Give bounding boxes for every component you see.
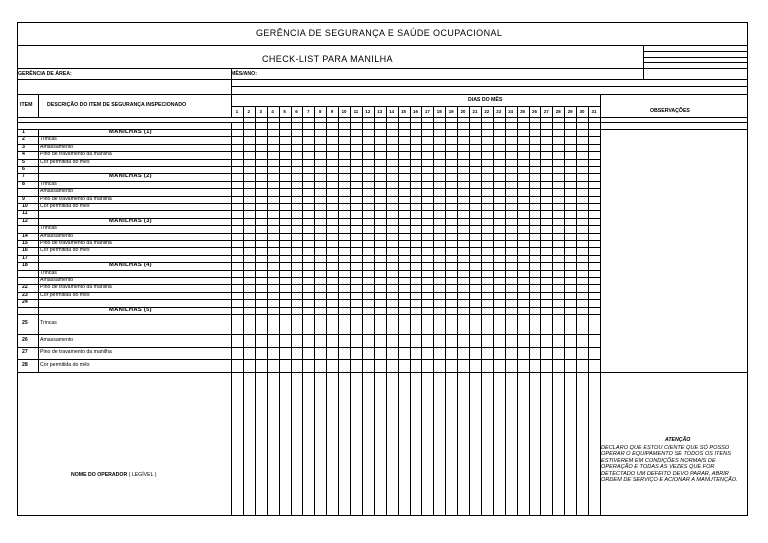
row-item-number: 10: [22, 202, 28, 209]
grid-line: [17, 372, 600, 373]
row-description: Pino de travamento da manilha: [40, 239, 112, 246]
day-number: 13: [377, 109, 383, 114]
grid-line: [445, 106, 446, 516]
row-item-number: 15: [22, 239, 28, 246]
operator-hint: ( LEGÍVEL ): [128, 472, 157, 478]
grid-line: [643, 62, 748, 63]
grid-line: [433, 106, 434, 516]
grid-line: [17, 122, 748, 123]
grid-line: [600, 372, 748, 373]
attention-text: DECLARO QUE ESTOU CIENTE QUE SÓ POSSO OPERAR O EQUIPAMENTO SE TODOS OS ITENS ESTIVEREM EM CONDIÇÕES NORMAIS DE OPERAÇÃO E TODAS AS VEZES QUE FOR DETECTADO UM DEFEITO DEVO PARAR, ABRIR ORDEM DE SERVIÇO E ACIONAR A MANUTENÇÃO.: [601, 445, 738, 484]
row-item-number: 3: [22, 143, 25, 150]
day-number: 26: [532, 109, 537, 114]
day-number: 27: [543, 109, 549, 114]
grid-line: [17, 117, 748, 118]
row-item-number: 9: [22, 195, 25, 202]
day-number: 23: [496, 109, 502, 114]
day-number: 31: [591, 109, 597, 114]
observations-column-header: OBSERVAÇÕES: [650, 108, 690, 114]
row-item-number: 23: [22, 291, 28, 298]
grid-line: [350, 106, 351, 516]
row-item-number: 28: [22, 361, 28, 368]
grid-line: [576, 106, 577, 516]
row-item-number: 2: [22, 136, 25, 143]
row-description: Trincas: [40, 269, 57, 276]
grid-line: [600, 122, 601, 516]
grid-line: [17, 255, 600, 256]
grid-line: [17, 270, 600, 271]
grid-line: [17, 292, 600, 293]
description-column-header: DESCRIÇÃO DO ITEM DE SEGURANÇA INSPECIONADO: [47, 102, 187, 108]
grid-line: [255, 106, 256, 516]
operator-label: NOME DO OPERADOR ( LEGÍVEL ): [71, 472, 157, 478]
row-description: Pino de travamento da manilha: [40, 151, 112, 158]
row-description: Pino de travamento da manilha: [40, 195, 112, 202]
row-description: Amassamento: [40, 143, 74, 150]
day-number: 17: [424, 109, 430, 114]
grid-line: [17, 347, 600, 348]
grid-line: [17, 210, 600, 211]
row-description: Trincas: [40, 225, 57, 232]
row-item-number: 24: [22, 299, 28, 306]
grid-line: [362, 106, 363, 516]
row-description: Pino de travamento da manilha: [40, 284, 112, 291]
section-heading: MANILHAS (2): [109, 173, 152, 180]
grid-line: [302, 106, 303, 516]
grid-line: [17, 159, 600, 160]
row-description: Amassamento: [40, 188, 74, 195]
grid-line: [231, 86, 748, 87]
row-item-number: 26: [22, 336, 28, 343]
row-item-number: 22: [22, 284, 28, 291]
grid-line: [17, 68, 748, 69]
grid-line: [564, 106, 565, 516]
day-number: 1: [235, 109, 239, 114]
grid-line: [398, 106, 399, 516]
days-column-header: DIAS DO MÊS: [468, 97, 503, 103]
row-description: Cor permitida do mês: [40, 247, 90, 254]
grid-line: [517, 106, 518, 516]
row-item-number: 5: [22, 158, 25, 165]
row-item-number: 11: [22, 210, 28, 217]
grid-line: [17, 334, 600, 335]
grid-line: [267, 106, 268, 516]
grid-line: [386, 106, 387, 516]
grid-line: [552, 106, 553, 516]
section-heading: MANILHAS (4): [109, 262, 152, 269]
day-number: 5: [283, 109, 286, 114]
grid-line: [17, 94, 748, 95]
grid-line: [374, 106, 375, 516]
row-item-number: 4: [22, 151, 25, 158]
row-description: Cor permitida do mês: [40, 202, 90, 209]
form-subtitle: CHECK-LIST PARA MANILHA: [262, 54, 393, 64]
grid-line: [540, 106, 541, 516]
grid-line: [38, 129, 39, 372]
row-description: Pino de travamento da manilha: [40, 349, 112, 355]
grid-line: [588, 106, 589, 516]
row-item-number: 18: [22, 262, 28, 269]
grid-line: [17, 314, 600, 315]
day-number: 7: [307, 109, 310, 114]
grid-line: [17, 233, 600, 234]
grid-line: [17, 144, 600, 145]
day-number: 25: [520, 109, 525, 114]
row-item-number: 1: [22, 128, 25, 135]
month-year-label: MÊS/ANO:: [231, 71, 257, 77]
day-number: 24: [508, 109, 514, 114]
day-number: 15: [401, 109, 406, 114]
day-number: 4: [271, 109, 274, 114]
grid-line: [17, 136, 600, 137]
day-number: 2: [247, 109, 251, 114]
grid-line: [326, 106, 327, 516]
row-item-number: 27: [22, 349, 28, 355]
row-item-number: 7: [22, 173, 25, 180]
grid-line: [17, 277, 600, 278]
item-column-header: ITEM: [20, 102, 33, 108]
row-description: Amassamento: [40, 336, 74, 343]
grid-line: [17, 225, 600, 226]
grid-line: [17, 299, 600, 300]
day-number: 11: [353, 109, 359, 114]
day-number: 28: [555, 109, 561, 114]
day-number: 10: [341, 109, 347, 114]
row-item-number: 16: [22, 247, 28, 254]
grid-line: [279, 106, 280, 516]
row-description: Trincas: [40, 136, 57, 143]
day-number: 21: [472, 109, 478, 114]
grid-line: [231, 68, 232, 94]
row-item-number: 25: [22, 320, 28, 327]
day-number: 22: [484, 109, 490, 114]
grid-line: [17, 188, 600, 189]
grid-line: [643, 57, 748, 58]
row-item-number: 8: [22, 180, 25, 187]
grid-line: [17, 79, 748, 80]
row-description: Cor permitida do mês: [40, 158, 90, 165]
grid-line: [231, 122, 232, 516]
day-number: 18: [436, 109, 442, 114]
day-number: 12: [365, 109, 371, 114]
grid-line: [17, 262, 600, 263]
grid-line: [17, 166, 600, 167]
grid-line: [493, 106, 494, 516]
day-number: 3: [259, 109, 262, 114]
day-number: 6: [295, 109, 298, 114]
grid-line: [17, 45, 748, 46]
attention-title: ATENÇÃO: [665, 437, 691, 443]
grid-line: [17, 359, 600, 360]
grid-line: [17, 203, 600, 204]
section-heading: MANILHAS (1): [109, 128, 152, 135]
grid-line: [17, 173, 600, 174]
grid-line: [410, 106, 411, 516]
day-number: 20: [460, 109, 466, 114]
grid-line: [314, 106, 315, 516]
grid-line: [469, 106, 470, 516]
row-description: Amassamento: [40, 232, 74, 239]
section-heading: MANILHAS (3): [109, 217, 152, 224]
grid-line: [505, 106, 506, 516]
grid-line: [17, 218, 600, 219]
grid-line: [17, 307, 600, 308]
day-number: 19: [448, 109, 454, 114]
row-description: Cor permitida do mês: [40, 291, 90, 298]
grid-line: [243, 106, 244, 516]
day-number: 8: [319, 109, 322, 114]
grid-line: [17, 247, 600, 248]
grid-line: [38, 94, 39, 117]
grid-line: [338, 106, 339, 516]
area-label: GERÊNCIA DE ÁREA:: [18, 71, 72, 77]
grid-line: [529, 106, 530, 516]
day-number: 9: [330, 109, 334, 114]
row-item-number: 12: [22, 217, 28, 224]
day-number: 16: [413, 109, 418, 114]
row-description: Cor permitida do mês: [40, 361, 90, 368]
day-number: 30: [579, 109, 585, 114]
grid-line: [231, 106, 600, 107]
row-item-number: 14: [22, 232, 28, 239]
grid-line: [457, 106, 458, 516]
row-item-number: 6: [22, 165, 25, 172]
grid-line: [481, 106, 482, 516]
row-description: Amassamento: [40, 276, 74, 283]
page-title: GERÊNCIA DE SEGURANÇA E SAÚDE OCUPACIONAL: [256, 28, 503, 38]
grid-line: [291, 106, 292, 516]
day-number: 14: [389, 109, 395, 114]
row-description: Trincas: [40, 320, 57, 327]
row-description: Trincas: [40, 180, 57, 187]
grid-line: [17, 181, 600, 182]
row-item-number: 17: [22, 254, 28, 261]
day-number: 29: [567, 109, 573, 114]
grid-line: [643, 51, 748, 52]
grid-line: [421, 106, 422, 516]
section-heading: MANILHAS (5): [109, 306, 152, 313]
